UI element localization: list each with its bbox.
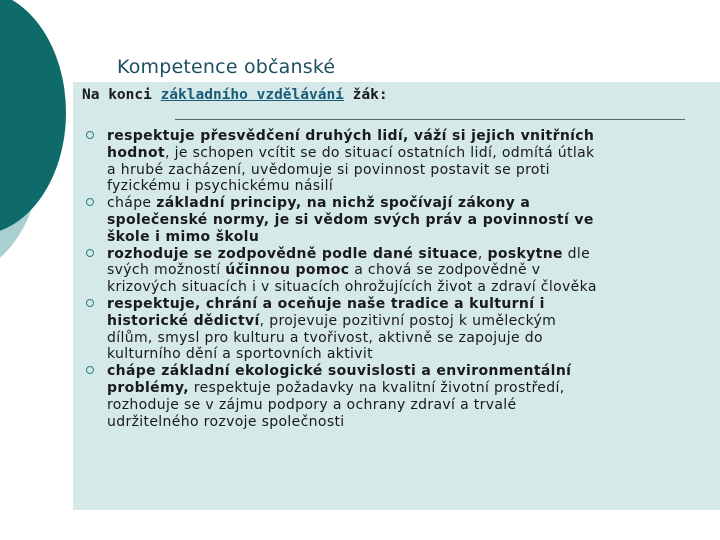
bullet-circle-icon [86, 366, 94, 374]
list-item-line [107, 397, 711, 414]
text-segment: kulturního dění a sportovních aktivit [107, 346, 374, 363]
list-item-line [107, 380, 711, 397]
competence-list [86, 128, 711, 430]
list-item-line [107, 296, 711, 313]
list-item-line [107, 145, 711, 162]
list-item-line [107, 128, 711, 145]
text-segment: respektuje přesvědčení druhých lidí, váží si jejich vnitřních [107, 128, 595, 144]
list-item-line [107, 313, 711, 330]
list-item-line [107, 212, 711, 229]
text-segment: poskytne [487, 245, 563, 262]
list-item [86, 363, 711, 430]
list-item [86, 296, 711, 363]
text-segment: a chová se zodpovědně v [349, 262, 541, 279]
text-segment: chápe [107, 195, 157, 212]
text-segment: a hrubé zacházení, uvědomuje si povinnost postavit se proti [107, 161, 550, 178]
list-item-line [107, 330, 711, 347]
intro-line [82, 87, 388, 103]
decorative-circle-dark [0, 0, 66, 235]
slide-title: Kompetence občanské [117, 56, 336, 78]
text-segment: , projevuje pozitivní postoj k uměleckým [259, 312, 557, 329]
list-item [86, 246, 711, 296]
text-segment: historické dědictví [107, 312, 260, 329]
text-segment: hodnot [107, 144, 165, 161]
bullet-circle-icon [86, 131, 94, 139]
text-segment: dle [562, 245, 591, 262]
text-segment: krizových situacích i v situacích ohrožujících život a zdraví člověka [107, 279, 597, 296]
text-segment: rozhoduje se zodpovědně podle dané situace [107, 245, 478, 262]
list-item-line [107, 262, 711, 279]
list-item-line [107, 414, 711, 431]
list-item-line [107, 363, 711, 380]
text-segment: chápe základní ekologické souvislosti a environmentální [107, 363, 572, 380]
bullet-circle-icon [86, 198, 94, 206]
list-item-line [107, 246, 711, 263]
text-segment: udržitelného rozvoje společnosti [107, 413, 345, 430]
text-segment: respektuje, chrání a oceňuje naše tradice a kulturní i [107, 295, 545, 312]
text-segment: respektuje požadavky na kvalitní životní prostředí, [188, 379, 565, 396]
text-segment: škole i mimo školu [107, 228, 260, 245]
list-item [86, 128, 711, 195]
text-segment: , je schopen vcítit se do situací ostatních lidí, odmítá útlak [164, 144, 595, 161]
list-item-line [107, 162, 711, 179]
intro-suffix: žák: [343, 87, 388, 103]
intro-link[interactable]: základního vzdělávání [160, 87, 344, 103]
text-segment: dílům, smysl pro kulturu a tvořivost, aktivně se zapojuje do [107, 329, 543, 346]
text-segment: společenské normy, je si vědom svých práv a povinností ve [107, 211, 594, 228]
list-item-line [107, 229, 711, 246]
bullet-circle-icon [86, 299, 94, 307]
text-segment: účinnou pomoc [225, 262, 350, 279]
list-item-line [107, 346, 711, 363]
list-item [86, 195, 711, 245]
divider-rule [175, 119, 685, 120]
text-segment: problémy, [107, 379, 189, 396]
intro-prefix: Na konci [82, 87, 161, 103]
text-segment: rozhoduje se v zájmu podpory a ochrany zdraví a trvalé [107, 396, 517, 413]
list-item-line [107, 178, 711, 195]
list-item-line [107, 279, 711, 296]
list-item-line [107, 195, 711, 212]
text-segment: , [477, 245, 488, 262]
text-segment: základní principy, na nichž spočívají zákony a [156, 195, 531, 212]
text-segment: svých možností [107, 262, 226, 279]
bullet-circle-icon [86, 249, 94, 257]
text-segment: fyzickému i psychickému násilí [107, 178, 334, 195]
